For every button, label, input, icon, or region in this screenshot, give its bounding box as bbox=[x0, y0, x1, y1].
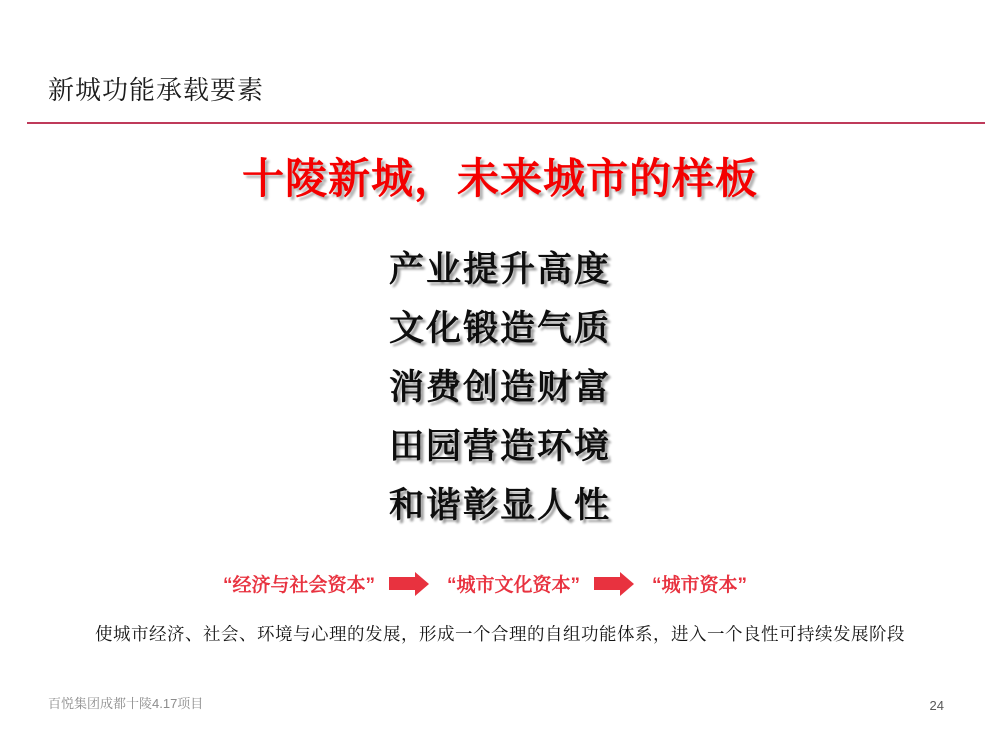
right-block-arrow-icon bbox=[389, 577, 415, 590]
key-point: 消费创造财富 bbox=[388, 368, 611, 407]
key-point: 田园营造环境 bbox=[388, 427, 611, 466]
flow-stage: “经济与社会资本” bbox=[222, 575, 375, 596]
flow-stage: “城市文化资本” bbox=[446, 575, 580, 596]
slide-header bbox=[48, 70, 264, 107]
footer-project-label: 百悦集团成都十陵4.17项目 bbox=[48, 696, 204, 711]
header-divider-line bbox=[27, 122, 985, 124]
key-points-list bbox=[0, 252, 1000, 523]
slide-header-title: 新城功能承载要素 bbox=[48, 75, 265, 105]
main-title: 十陵新城，未来城市的样板 bbox=[241, 155, 758, 202]
flow-stage: “城市资本” bbox=[652, 575, 748, 596]
right-block-arrow-icon bbox=[594, 577, 620, 590]
page-number: 24 bbox=[929, 698, 944, 713]
key-point: 和谐彰显人性 bbox=[388, 486, 611, 525]
capital-flow-row bbox=[0, 570, 1000, 597]
key-point: 产业提升高度 bbox=[388, 250, 611, 289]
description-text: 使城市经济、社会、环境与心理的发展，形成一个合理的自组功能体系，进入一个良性可持续发展阶段 bbox=[95, 624, 905, 644]
key-point: 文化锻造气质 bbox=[388, 309, 611, 348]
